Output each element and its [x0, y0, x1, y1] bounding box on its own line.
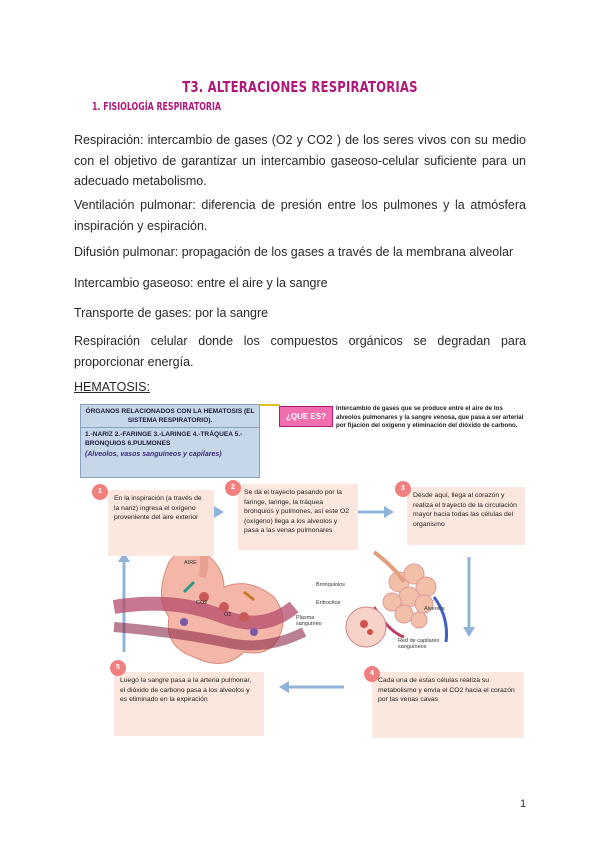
step-5-box	[114, 672, 264, 736]
arrowhead-3-4	[463, 627, 475, 637]
step-3-box	[407, 487, 525, 545]
step-1-text: En la inspiración (a través de la nariz) ingresa el oxígeno proveniente del aire exterior	[114, 495, 202, 521]
section-heading: 1. FISIOLOGÍA RESPIRATORIA	[92, 101, 221, 113]
step-4-number: 4	[364, 666, 380, 682]
label-alveolos: Alveolos	[424, 606, 445, 612]
paragraph-intercambio: Intercambio gaseoso: entre el aire y la sangre	[74, 276, 328, 290]
arrowhead-1-2	[214, 506, 224, 518]
step-3-text: Desde aquí, llega al corazón y realiza el trayecto de la circulación mayor hacia todas las células del organismo	[413, 492, 517, 528]
step-4-text: Cada una de estas células realiza su metabolismo y envía el CO2 hacia el corazón por las venas cavas	[378, 677, 515, 703]
paragraph-respiracion-celular: Respiración celular donde los compuestos orgánicos se degradan para proporcionar energía.	[74, 334, 526, 369]
label-co2: CO2	[196, 600, 208, 606]
step-2-number: 2	[225, 480, 241, 496]
label-eritrocitos: Eritrocitos	[316, 600, 341, 606]
step-4-box	[372, 672, 524, 738]
organs-box	[80, 404, 260, 478]
hematosis-heading: HEMATOSIS:	[74, 380, 150, 394]
arrowhead-2-3	[384, 506, 394, 518]
step-1-number: 1	[92, 484, 108, 500]
organs-header: ÓRGANOS RELACIONADOS CON LA HEMATOSIS (EL SISTEMA RESPIRATORIO).	[81, 405, 259, 428]
paragraph-difusion: Difusión pulmonar: propagación de los gases a través de la membrana alveolar	[74, 245, 514, 259]
alveoli-cluster	[346, 552, 447, 647]
label-red-capilares: Red de capilares sanguíneos	[398, 638, 440, 650]
label-bronquiolos: Bronquiolos	[316, 582, 346, 588]
document-title: T3. ALTERACIONES RESPIRATORIAS	[182, 78, 418, 96]
organs-alveolos: (Alveolos, vasos sanguíneos y capilares)	[85, 451, 222, 458]
organs-list: 1.-NARIZ 2.-FARINGE 3.-LARINGE 4.-TRÁQUEA 5.-BRONQUIOS 6.PULMONES	[85, 431, 243, 447]
step-3-number: 3	[395, 481, 411, 497]
que-es-definition: Intercambio de gases que se produce entre el aire de los alveolos pulmonares y la sangre venosa, que pasa a ser arterial por fijación del oxígeno y eliminación del dióxido de carbono.	[336, 405, 524, 429]
label-plasma: Plasma sanguíneo	[296, 615, 322, 627]
paragraph-respiracion: Respiración: intercambio de gases (O2 y CO2 ) de los seres vivos con su medio con el objetivo de garantizar un intercambio gaseoso-celular suficiente para un adecuado metabolismo.	[74, 133, 526, 188]
step-5-text: Luego la sangre pasa a la arteria pulmonar, el dióxido de carbono pasa a los alveolos y es eliminado en la expiración	[120, 677, 252, 703]
label-aire: AIRE	[184, 560, 197, 566]
label-o2: O2	[224, 612, 232, 618]
step-2-text: Se da el trayecto pasando por la faringe, laringe, la tráquea bronquios y pulmones, así este O2 (oxígeno) llega a los alveolos y pasa a las venas pulmonares	[244, 489, 350, 534]
que-es-badge: ¿QUE ES?	[279, 406, 333, 427]
paragraph-ventilacion: Ventilación pulmonar: diferencia de presión entre los pulmones y la atmósfera inspiración y espiración.	[74, 198, 526, 233]
step-1-box	[108, 490, 214, 556]
step-2-box	[238, 484, 358, 550]
page-number: 1	[520, 798, 527, 810]
arrowhead-4-5	[279, 681, 289, 693]
step-5-number: 5	[110, 660, 126, 676]
paragraph-transporte: Transporte de gases: por la sangre	[74, 306, 269, 320]
